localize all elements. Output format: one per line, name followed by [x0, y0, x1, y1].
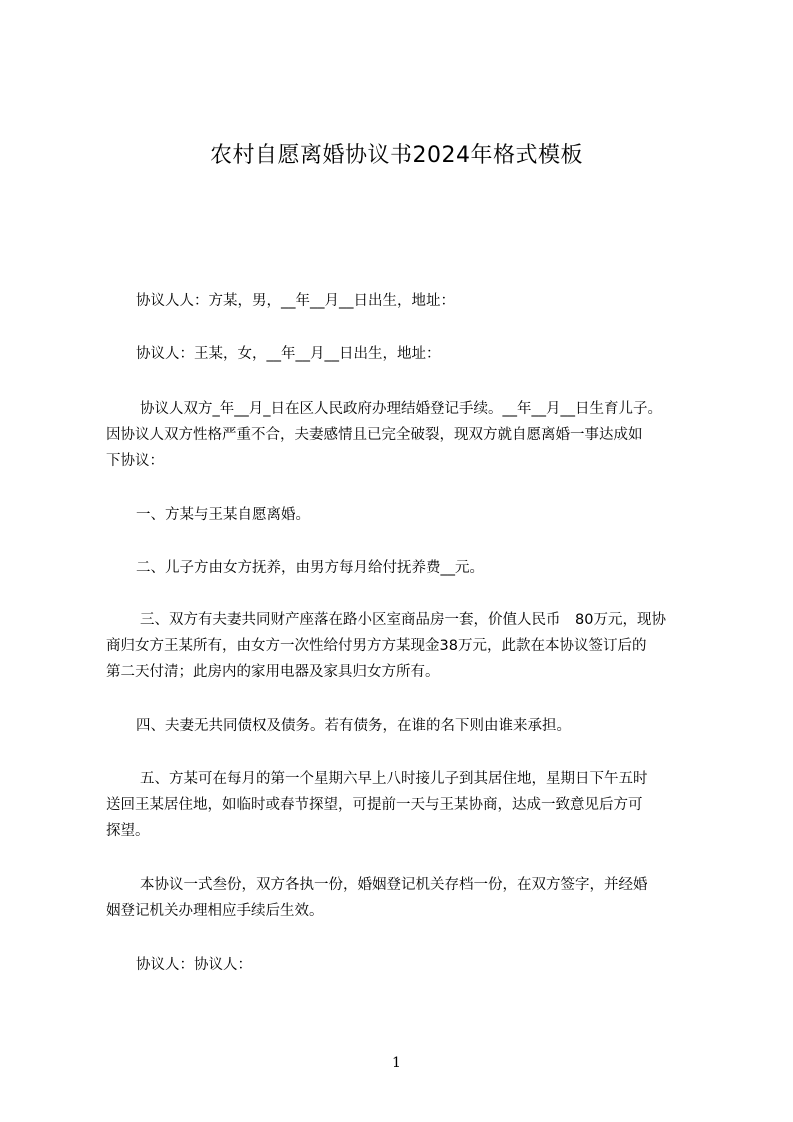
text-line: 商归女方王某所有，由女方一次性给付男方方某现金38万元，此款在本协议签订后的 — [106, 638, 647, 654]
text-line: 协议人：协议人： — [136, 957, 252, 973]
text-line: 本协议一式叁份，双方各执一份，婚姻登记机关存档一份，在双方签字，并经婚 — [140, 877, 648, 893]
page-number: 1 — [392, 1055, 401, 1071]
text-line: 第二天付清；此房内的家用电器及家具归女方所有。 — [106, 664, 440, 680]
clause-2 — [106, 555, 708, 581]
clause-3 — [106, 607, 708, 685]
text-line: 三、双方有夫妻共同财产座落在路小区室商品房一套，价值人民币 80万元，现协 — [140, 612, 666, 628]
text-line: 二、儿子方由女方抚养，由男方每月给付抚养费__元。 — [136, 560, 484, 576]
text-line: 因协议人双方性格严重不合，夫妻感情且已完全破裂，现双方就自愿离婚一事达成如 — [106, 427, 643, 443]
text-line: 协议人双方_年__月_日在区人民政府办理结婚登记手续。__年__月__日生育儿子。 — [140, 401, 662, 417]
text-line: 送回王某居住地，如临时或春节探望，可提前一天与王某协商，达成一致意见后方可 — [106, 797, 643, 813]
document-title: 农村自愿离婚协议书2024年格式模板 — [210, 143, 583, 168]
paragraph-party-b — [106, 341, 708, 367]
clause-5 — [106, 766, 708, 844]
text-line: 姻登记机关办理相应手续后生效。 — [106, 903, 324, 919]
clause-4 — [106, 713, 708, 739]
text-line: 五、方某可在每月的第一个星期六早上八时接儿子到其居住地，星期日下午五时 — [140, 771, 648, 787]
text-line: 协议人：王某，女，__年__月__日出生，地址： — [136, 346, 441, 362]
paragraph-background — [106, 396, 708, 474]
text-line: 下协议： — [106, 453, 164, 469]
paragraph-effectiveness — [106, 872, 708, 924]
text-line: 一、方某与王某自愿离婚。 — [136, 507, 310, 523]
clause-1 — [106, 502, 708, 528]
text-line: 四、夫妻无共同债权及债务。若有债务，在谁的名下则由谁来承担。 — [136, 718, 571, 734]
signature-line — [106, 952, 708, 978]
text-line: 协议人人：方某，男，__年__月__日出生，地址： — [136, 293, 455, 309]
text-line: 探望。 — [106, 823, 150, 839]
paragraph-party-a — [106, 288, 708, 314]
